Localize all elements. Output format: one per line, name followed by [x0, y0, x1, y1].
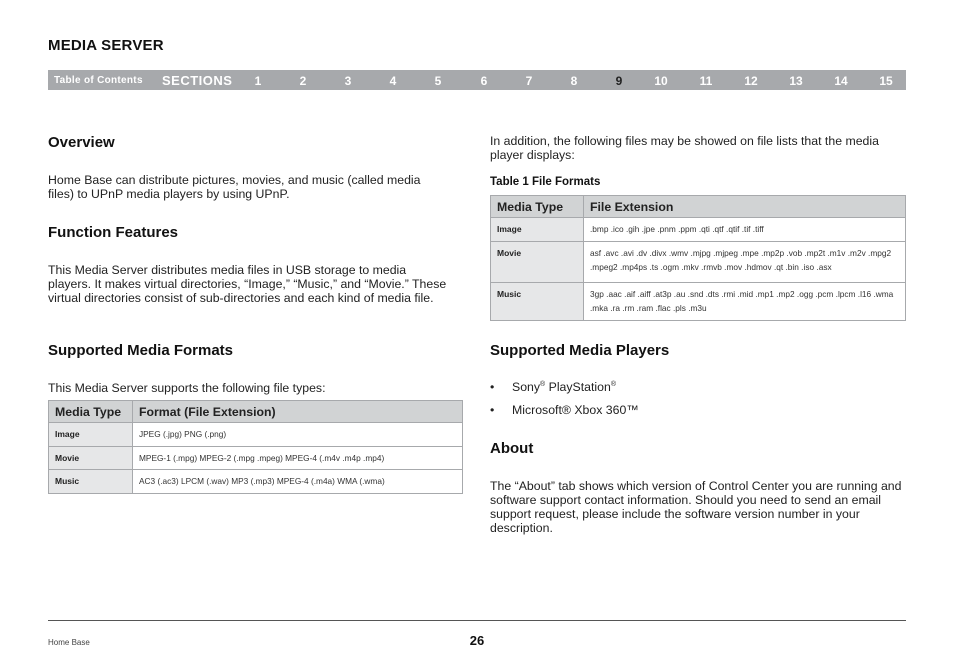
- format-cell: AC3 (.ac3) LPCM (.wav) MP3 (.mp3) MPEG-4 (.m4a) WMA (.wma): [133, 470, 463, 494]
- file-extension-cell: .bmp .ico .gih .jpe .pnm .ppm .qti .qtf .qtif .tif .tiff: [584, 218, 906, 242]
- section-link-8[interactable]: 8: [570, 74, 578, 88]
- table-header-row: [49, 401, 463, 423]
- file-extension-cell: 3gp .aac .aif .aiff .at3p .au .snd .dts .rmi .mid .mp1 .mp2 .ogg .pcm .lpcm .l16 .wma .mka .ra .rm .ram .flac .pls .m3u: [584, 282, 906, 320]
- footer-product-name: Home Base: [48, 638, 90, 647]
- media-formats-table: [48, 400, 463, 494]
- overview-heading: Overview: [48, 134, 115, 151]
- footer-divider: [48, 620, 906, 621]
- section-link-7[interactable]: 7: [525, 74, 533, 88]
- section-link-15[interactable]: 15: [879, 74, 893, 88]
- format-cell: MPEG-1 (.mpg) MPEG-2 (.mpg .mpeg) MPEG-4 (.m4v .m4p .mp4): [133, 446, 463, 470]
- table-row: [49, 446, 463, 470]
- overview-text: Home Base can distribute pictures, movies, and music (called media files) to UPnP media players by using UPnP.: [48, 173, 421, 201]
- media-type-cell: Music: [49, 470, 133, 494]
- file-formats-table: [490, 195, 906, 321]
- section-link-6[interactable]: 6: [480, 74, 488, 88]
- media-type-cell: Movie: [491, 241, 584, 282]
- page-title: MEDIA SERVER: [48, 37, 164, 54]
- table-row: [491, 218, 906, 242]
- supported-media-formats-heading: Supported Media Formats: [48, 342, 234, 359]
- table-row: [491, 282, 906, 320]
- function-features-heading: Function Features: [48, 224, 179, 241]
- table-caption: Table 1 File Formats: [490, 176, 601, 188]
- section-link-2[interactable]: 2: [299, 74, 307, 88]
- column-header: Media Type: [49, 401, 133, 423]
- about-heading: About: [490, 440, 534, 457]
- sections-label: SECTIONS: [162, 73, 233, 88]
- supported-media-formats-intro: This Media Server supports the following file types:: [48, 381, 326, 395]
- table-row: [49, 470, 463, 494]
- list-item: • Sony® PlayStation®: [490, 380, 639, 403]
- column-header: Format (File Extension): [133, 401, 463, 423]
- additional-files-intro: In addition, the following files may be showed on file lists that the media player displays:: [490, 134, 879, 162]
- section-link-3[interactable]: 3: [344, 74, 352, 88]
- table-header-row: [491, 196, 906, 218]
- section-link-14[interactable]: 14: [834, 74, 848, 88]
- section-link-5[interactable]: 5: [434, 74, 442, 88]
- table-row: [491, 241, 906, 282]
- column-header: File Extension: [584, 196, 906, 218]
- media-type-cell: Movie: [49, 446, 133, 470]
- media-type-cell: Image: [491, 218, 584, 242]
- table-row: [49, 423, 463, 447]
- media-type-cell: Music: [491, 282, 584, 320]
- page-number: 26: [469, 633, 485, 648]
- section-nav-bar: [48, 70, 906, 90]
- section-link-11[interactable]: 11: [699, 74, 713, 88]
- format-cell: JPEG (.jpg) PNG (.png): [133, 423, 463, 447]
- section-link-10[interactable]: 10: [654, 74, 668, 88]
- section-link-9-active[interactable]: 9: [615, 74, 623, 88]
- supported-media-players-heading: Supported Media Players: [490, 342, 670, 359]
- media-type-cell: Image: [49, 423, 133, 447]
- list-item: • Microsoft® Xbox 360™: [490, 403, 639, 426]
- column-header: Media Type: [491, 196, 584, 218]
- file-extension-cell: asf .avc .avi .dv .divx .wmv .mjpg .mjpeg .mpe .mp2p .vob .mp2t .m1v .m2v .mpg2 .mpeg2 .mp4ps .ts .ogm .mkv .rmvb .mov .hdmov .qt .bin .iso .asx: [584, 241, 906, 282]
- section-link-1[interactable]: 1: [254, 74, 262, 88]
- table-of-contents-link[interactable]: Table of Contents: [54, 75, 143, 86]
- about-text: The “About” tab shows which version of Control Center you are running and software support contact information. Should you need to send an email support request, please include the software version number in your description.: [490, 479, 902, 535]
- media-players-list: [490, 380, 639, 426]
- section-link-12[interactable]: 12: [744, 74, 758, 88]
- section-link-13[interactable]: 13: [789, 74, 803, 88]
- function-features-text: This Media Server distributes media files in USB storage to media players. It makes virtual directories, “Image,” “Music,” and “Movie.” These virtual directories consist of sub-directories and each kind of media file.: [48, 263, 447, 305]
- section-link-4[interactable]: 4: [389, 74, 397, 88]
